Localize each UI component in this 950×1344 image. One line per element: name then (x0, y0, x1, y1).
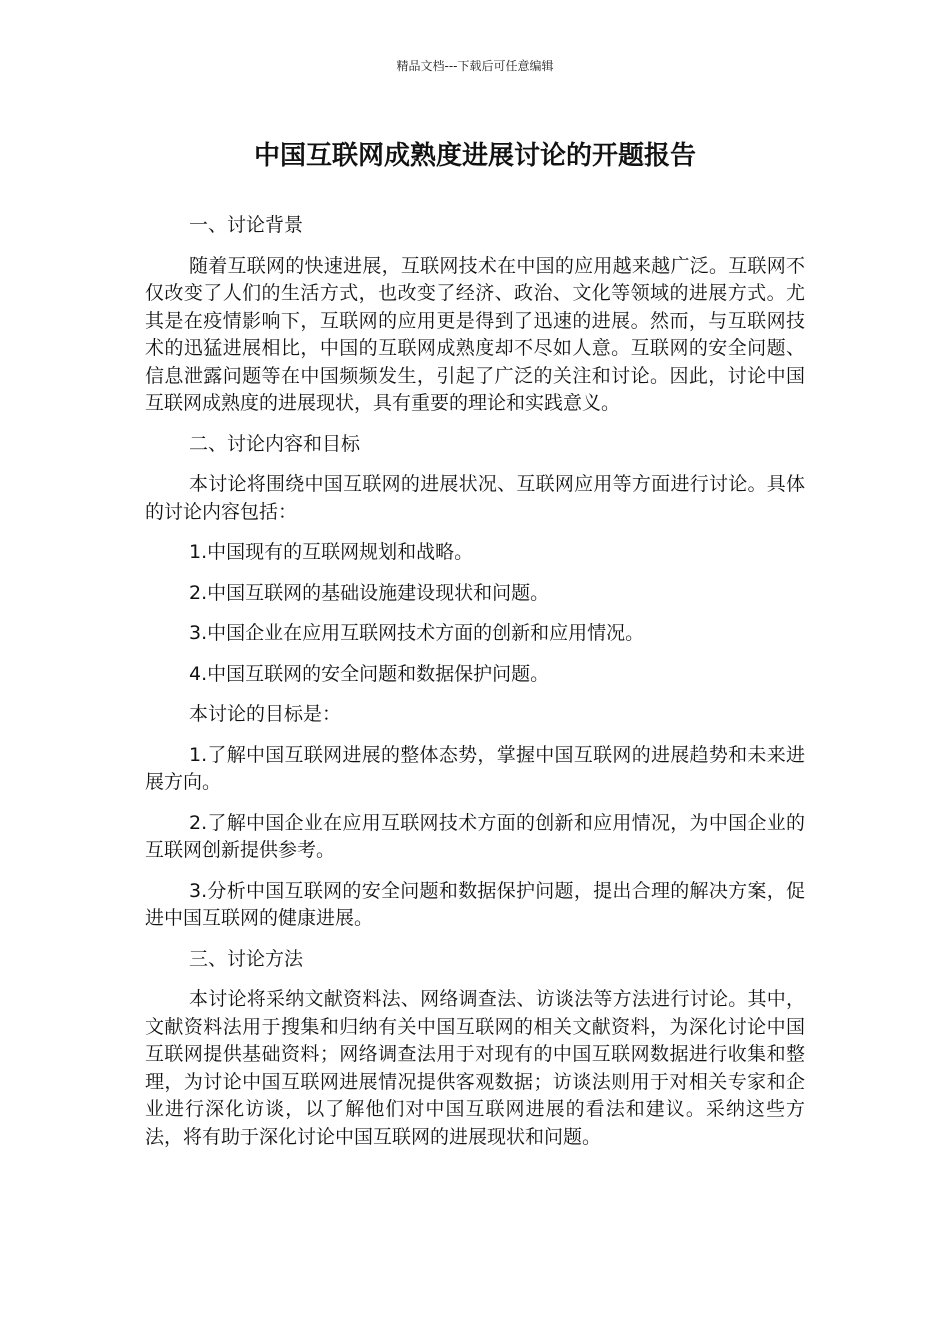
goal-list-item: 3.分析中国互联网的安全问题和数据保护问题，提出合理的解决方案，促进中国互联网的健康进展。 (145, 879, 805, 929)
content-intro-paragraph: 本讨论将围绕中国互联网的进展状况、互联网应用等方面进行讨论。具体的讨论内容包括： (145, 473, 805, 523)
goal-list-item: 1.了解中国互联网进展的整体态势，掌握中国互联网的进展趋势和未来进展方向。 (145, 743, 805, 793)
header-note: 精品文档---下载后可任意编辑 (396, 59, 554, 73)
section-heading-methods: 三、讨论方法 (189, 947, 304, 970)
content-list-item: 1.中国现有的互联网规划和战略。 (189, 541, 474, 563)
section-heading-content-goals: 二、讨论内容和目标 (189, 432, 361, 455)
goals-intro-paragraph: 本讨论的目标是： (189, 703, 342, 725)
content-list-item: 2.中国互联网的基础设施建设现状和问题。 (189, 581, 550, 604)
document-body (145, 212, 805, 1164)
section-heading-background: 一、讨论背景 (189, 214, 304, 236)
goal-list-item: 2.了解中国企业在应用互联网技术方面的创新和应用情况，为中国企业的互联网创新提供参考。 (145, 811, 805, 861)
methods-paragraph: 本讨论将采纳文献资料法、网络调查法、访谈法等方法进行讨论。其中，文献资料法用于搜集和归纳有关中国互联网的相关文献资料，为深化讨论中国互联网提供基础资料；网络调查法用于对现有的中国互联网数据进行收集和整理，为讨论中国互联网进展情况提供客观数据；访谈法则用于对相关专家和企业进行深化访谈，以了解他们对中国互联网进展的看法和建议。采纳这些方法，将有助于深化讨论中国互联网的进展现状和问题。 (145, 988, 805, 1148)
content-list-item: 3.中国企业在应用互联网技术方面的创新和应用情况。 (189, 622, 645, 644)
background-paragraph: 随着互联网的快速进展，互联网技术在中国的应用越来越广泛。互联网不仅改变了人们的生活方式，也改变了经济、政治、文化等领域的进展方式。尤其是在疫情影响下，互联网的应用更是得到了迅速的进展。然而，与互联网技术的迅猛进展相比，中国的互联网成熟度却不尽如人意。互联网的安全问题、信息泄露问题等在中国频频发生，引起了广泛的关注和讨论。因此，讨论中国互联网成熟度的进展现状，具有重要的理论和实践意义。 (145, 254, 805, 414)
document-title: 中国互联网成熟度进展讨论的开题报告 (253, 141, 696, 171)
content-list-item: 4.中国互联网的安全问题和数据保护问题。 (189, 662, 550, 685)
